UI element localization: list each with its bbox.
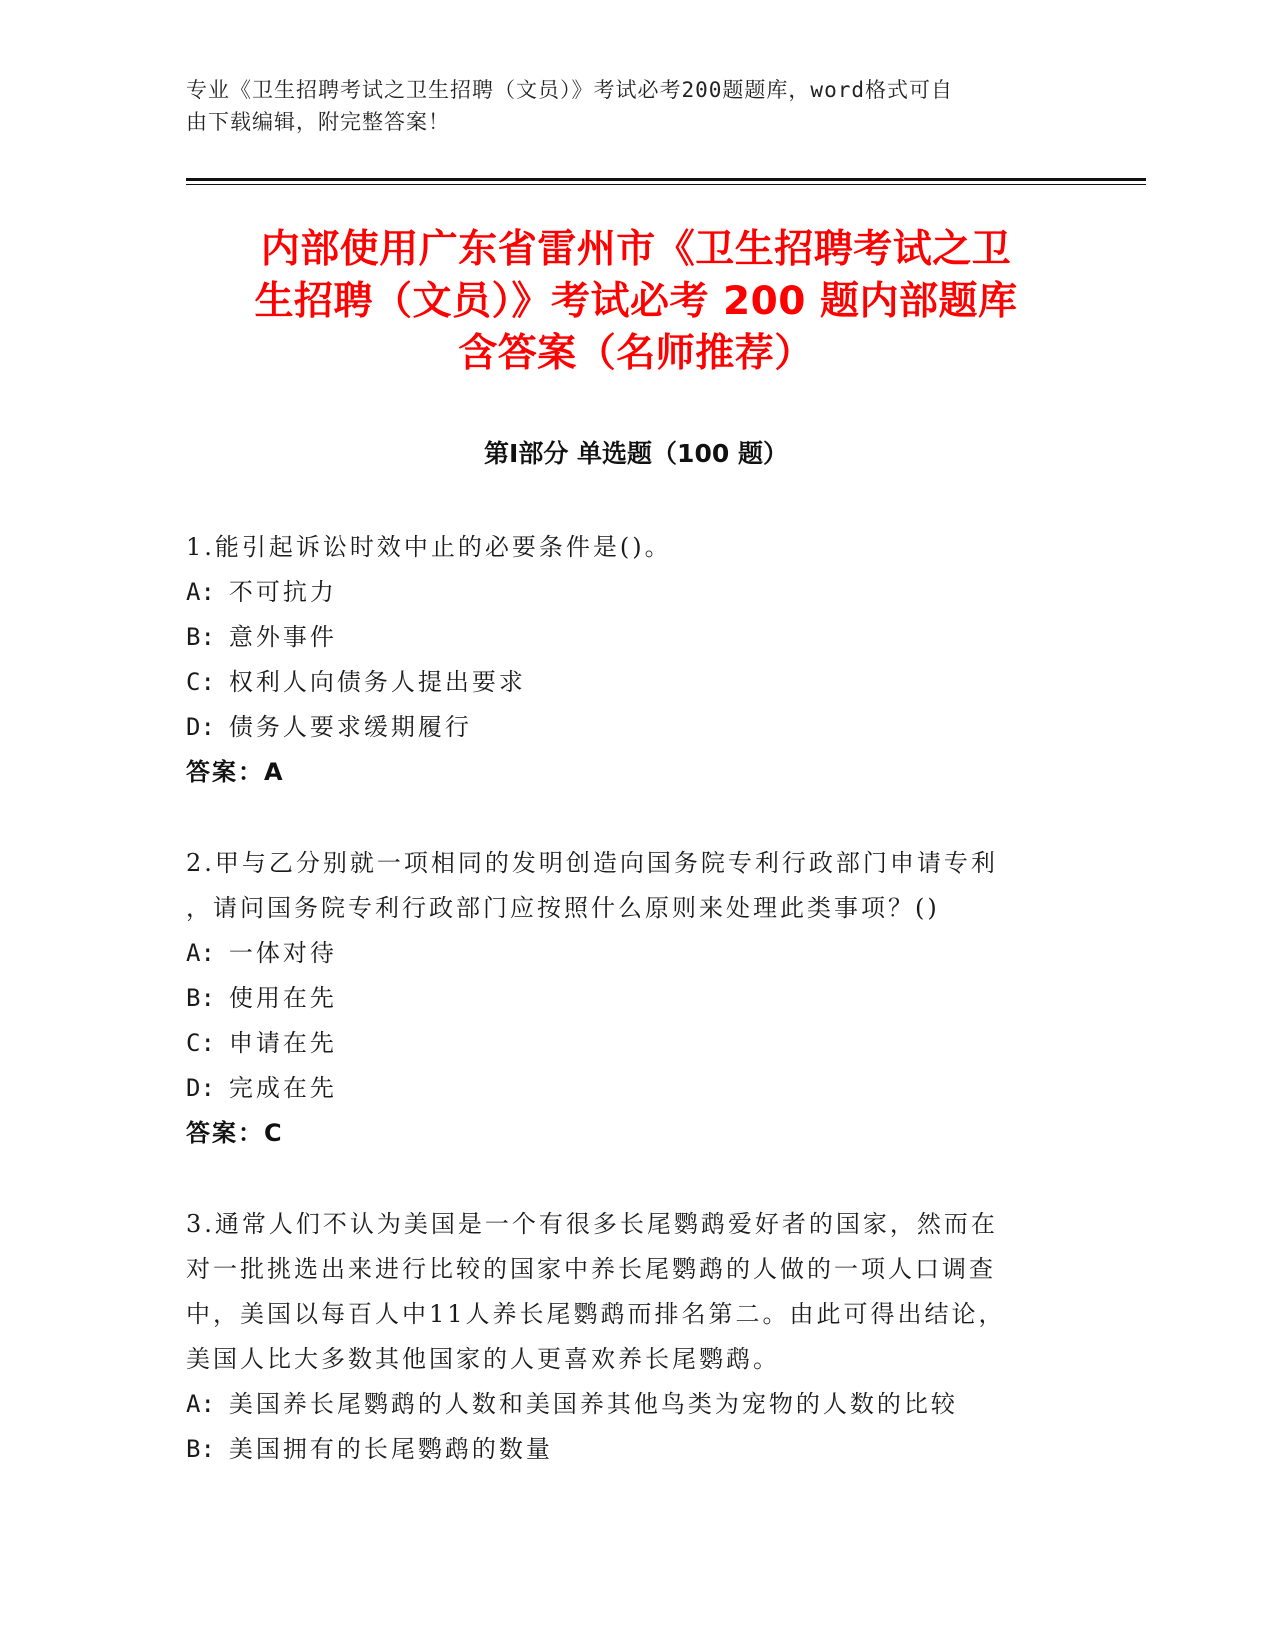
option-text: 权利人向债务人提出要求 (228, 668, 526, 696)
option-text: 申请在先 (228, 1029, 337, 1057)
title-line: 内部使用广东省雷州市《卫生招聘考试之卫 (260, 227, 1012, 272)
option-letter: C: (186, 668, 215, 696)
option-letter: B: (186, 623, 215, 651)
option-c (186, 1021, 1086, 1066)
option-text: 意外事件 (228, 623, 337, 651)
question-list (186, 525, 1086, 1518)
question-text: 1.能引起诉讼时效中止的必要条件是()。 (186, 533, 672, 561)
title-line: 含答案（名师推荐） (458, 331, 814, 376)
option-text: 一体对待 (228, 939, 337, 967)
option-b (186, 1427, 1086, 1472)
option-letter: A: (186, 1390, 215, 1418)
title-line: 生招聘（文员）》考试必考 200 题内部题库 (254, 279, 1018, 324)
question-item (186, 841, 1086, 1156)
header-divider-thin (186, 184, 1146, 185)
header-divider-thick (186, 178, 1146, 181)
option-d (186, 1066, 1086, 1111)
option-text: 债务人要求缓期履行 (228, 713, 472, 741)
option-letter: B: (186, 984, 215, 1012)
option-text: 美国拥有的长尾鹦鹉的数量 (228, 1435, 553, 1463)
header-note-line: 由下载编辑，附完整答案！ (186, 110, 450, 134)
header-note (186, 74, 1066, 138)
question-text: 2.甲与乙分别就一项相同的发明创造向国务院专利行政部门申请专利 (186, 849, 998, 877)
option-text: 不可抗力 (228, 578, 337, 606)
option-a (186, 570, 1086, 615)
option-letter: D: (186, 1074, 215, 1102)
option-text: 使用在先 (228, 984, 337, 1012)
section-heading: 第Ⅰ部分 单选题（100 题） (484, 439, 788, 468)
question-item (186, 1202, 1086, 1472)
option-a (186, 1382, 1086, 1427)
option-letter: A: (186, 578, 215, 606)
question-text: 中，美国以每百人中11人养长尾鹦鹉而排名第二。由此可得出结论， (186, 1300, 1006, 1328)
option-b (186, 976, 1086, 1021)
question-text: ，请问国务院专利行政部门应按照什么原则来处理此类事项？() (186, 894, 940, 922)
question-text: 3.通常人们不认为美国是一个有很多长尾鹦鹉爱好者的国家，然而在 (186, 1210, 998, 1238)
option-text: 完成在先 (228, 1074, 337, 1102)
option-letter: B: (186, 1435, 215, 1463)
answer-line: 答案：C (186, 1119, 284, 1147)
question-item (186, 525, 1086, 795)
question-text: 美国人比大多数其他国家的人更喜欢养长尾鹦鹉。 (186, 1345, 780, 1373)
option-letter: A: (186, 939, 215, 967)
option-text: 美国养长尾鹦鹉的人数和美国养其他鸟类为宠物的人数的比较 (228, 1390, 958, 1418)
option-d (186, 705, 1086, 750)
question-text: 对一批挑选出来进行比较的国家中养长尾鹦鹉的人做的一项人口调查 (186, 1255, 996, 1283)
option-letter: C: (186, 1029, 215, 1057)
option-b (186, 615, 1086, 660)
document-title (186, 224, 1086, 380)
header-note-line: 专业《卫生招聘考试之卫生招聘（文员）》考试必考200题题库，word格式可自 (186, 78, 953, 102)
option-letter: D: (186, 713, 215, 741)
option-c (186, 660, 1086, 705)
answer-line: 答案：A (186, 758, 285, 786)
option-a (186, 931, 1086, 976)
